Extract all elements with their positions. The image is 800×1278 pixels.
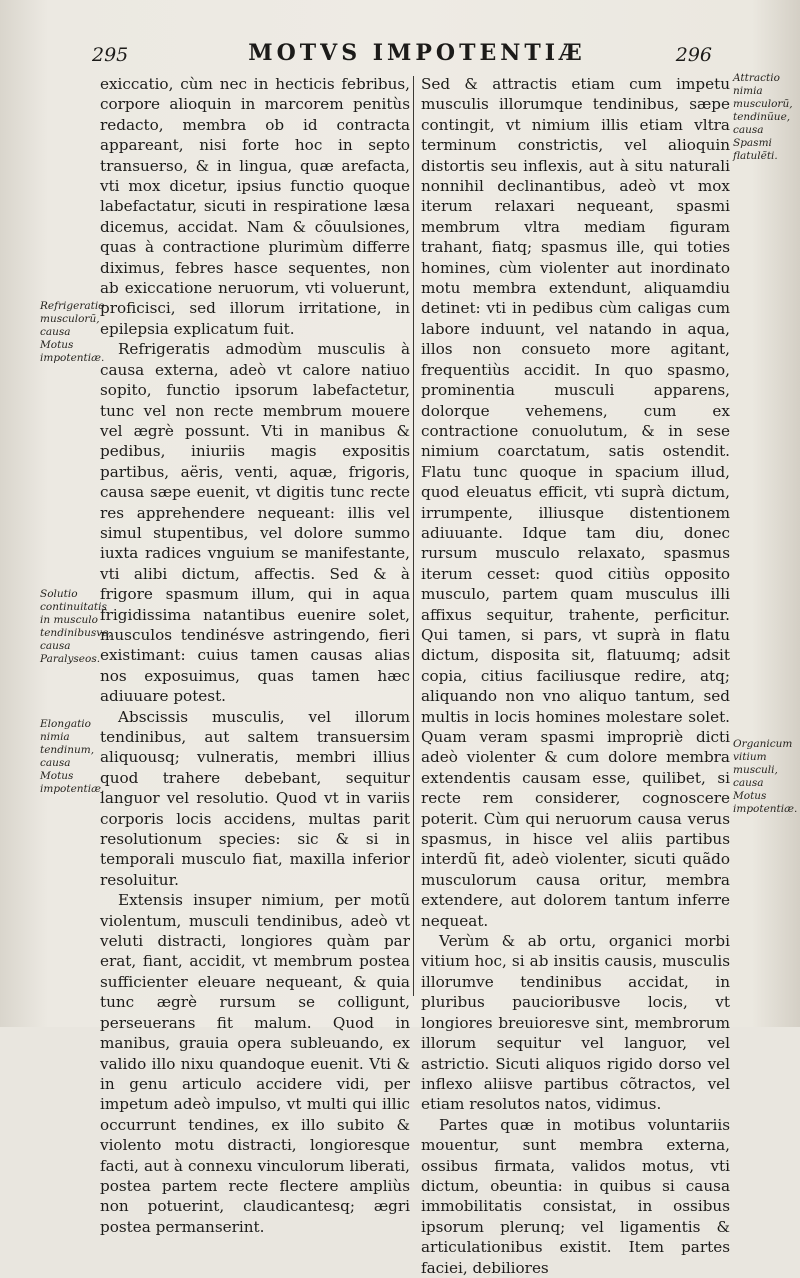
right-paragraph-3: Partes quæ in motibus voluntariis mouentur, sunt membra externa, ossibus firmata, validos motus, vti dictum, obeuntia: in quibus si causa immobilitatis consistat, in ossibus ipsorum plerunq; vel ligamentis & articulationibus existit. Item partes faciei, debiliores: [421, 1115, 730, 1277]
margin-note-attractio: Attractio nimia musculorũ, tendinũue, causa Spasmi flatulẽti.: [733, 72, 793, 162]
margin-note-organicum: Organicum vitium musculi, causa Motus impotentiæ.: [733, 738, 798, 815]
margin-note-solutio: Solutio continuitatis in musculo tendinibusve, causa Paralyseos.: [40, 588, 112, 665]
left-paragraph-1: exiccatio, cùm nec in hecticis febribus, corpore alioquin in marcorem penitùs redacto, membra ob id contracta appareant, nisi forte hoc in septo transuerso, & in lingua, quæ arefacta, vti mox dicetur, ipsius functio quoque labefactatur, sicuti in respiratione læsa dicemus, accidat. Nam & cõuulsiones, quas à contractione plurimùm differre diximus, febres hasce sequentes, non ab exiccatione neruorum, vti voluerunt, proficisci, sed illorum irritatione, in epilepsia explicatum fuit.: [100, 75, 410, 338]
page-number-left: 295: [92, 44, 129, 66]
left-paragraph-2: Refrigeratis admodùm musculis à causa externa, adeò vt calore natiuo sopito, functio ipsorum labefactetur, tunc vel non recte membrum mouere vel ægrè possunt. Vti in manibus & pedibus, iniuriis magis expositis partibus, aëris, venti, aquæ, frigoris, causa sæpe euenit, vt digitis tunc recte res apprehendere nequeant: illis vel simul stupentibus, vel dolore summo iuxta radices vnguium se manifestante, vti alibi dictum, affectis. Sed & à frigore spasmum illum, qui in aqua frigidissima natantibus euenire solet, musculos tendinésve astringendo, fieri existimant: cuius tamen causas alias nos exposuimus, quas tamen hæc adiuuare potest.: [100, 340, 410, 706]
right-paragraph-1: Sed & attractis etiam cum impetu musculis illorumque tendinibus, sæpe contingit, vt nimium illis etiam vltra terminum constrictis, vel alioquin distortis seu inflexis, aut à situ naturali nonnihil declinantibus, adeò vt mox iterum relaxari nequeant, spasmi membrum vltra mediam figuram trahant, fiatq; spasmus ille, qui toties homines, cùm violenter aut inordinato motu membra extendunt, aliquamdiu detinet: vti in pedibus cùm caligas cum labore induunt, vel natando in aqua, illos non consueto more agitant, frequentiùs accidit. In quo spasmo, prominentia musculi apparens, dolorque vehemens, cum ex contractione conuolutum, & in sese nimium coarctatum, satis ostendit. Flatu tunc quoque in spacium illud, quod eleuatus efficit, vti suprà dictum, irrumpente, illiusque distentionem adiuuante. Idque tam diu, donec rursum musculo relaxato, spasmus iterum cesset: quod citiùs opposito musculo, partem quam musculus illi affixus sequitur, trahente, perficitur. Qui tamen, si pars, vt suprà in flatu dictum, disposita sit, flatuumq; adsit copia, citius faciliusque redire, atq; aliquando non vno aliquo tantum, sed multis in locis homines molestare solet. Quam veram spasmi impropriè dicti adeò violenter & cum dolore membra extendentis causam esse, quilibet, si recte rem considerer, cognoscere poterit. Cùm qui neruorum causa verus spasmus, in hisce vel aliis partibus interdũ fit, adeò violenter, sicuti quãdo musculorum causa oritur, membra extendere, aut dolorem tantum inferre nequeat.: [421, 75, 730, 930]
margin-note-elongatio: Elongatio nimia tendinum, causa Motus impotentiæ.: [40, 718, 105, 795]
margin-note-refrigeratio: Refrigeratio musculorũ, causa Motus impotentiæ.: [40, 300, 105, 364]
left-paragraph-3: Abscissis musculis, vel illorum tendinibus, aut saltem transuersim aliquousq; vulneratis, membri illius quod trahere debebant, sequitur languor vel resolutio. Quod vt in variis corporis locis accidens, multas parit resolutionum species: sic & si in temporali musculo fiat, maxilla inferior resoluitur.: [100, 707, 410, 889]
right-text-column: [421, 74, 730, 1278]
running-head: [92, 40, 742, 70]
page-number-right: 296: [675, 44, 712, 66]
left-text-column: [100, 74, 410, 1237]
page-title: MOTVS IMPOTENTIÆ: [248, 40, 586, 66]
left-paragraph-4: Extensis insuper nimium, per motũ violentum, musculi tendinibus, adeò vt veluti distracti, longiores quàm par erat, fiant, accidit, vt membrum postea sufficienter eleuare nequeant, & quia tunc ægrè rursum se colligunt, perseuerans fit malum. Quod in manibus, grauia opera subleuando, ex valido illo nixu quandoque euenit. Vti & in genu articulo accidere vidi, per impetum adeò impulso, vt multi qui illic occurrunt tendines, ex illo subito & violento motu distracti, longioresque facti, aut à connexu vinculorum liberati, postea partem recte flectere ampliùs non potuerint, claudicantesq; ægri postea permanserint.: [100, 891, 410, 1236]
right-paragraph-2: Verùm & ab ortu, organici morbi vitium hoc, si ab insitis causis, musculis illorumve tendinibus accidat, in pluribus paucioribusve locis, vt longiores breuioresve sint, membrorum illorum sequitur vel languor, vel astrictio. Sicuti aliquos rigido dorso vel inflexo aliisve partibus cõtractos, vel etiam resolutos natos, vidimus.: [421, 932, 730, 1114]
column-divider: [413, 76, 414, 996]
